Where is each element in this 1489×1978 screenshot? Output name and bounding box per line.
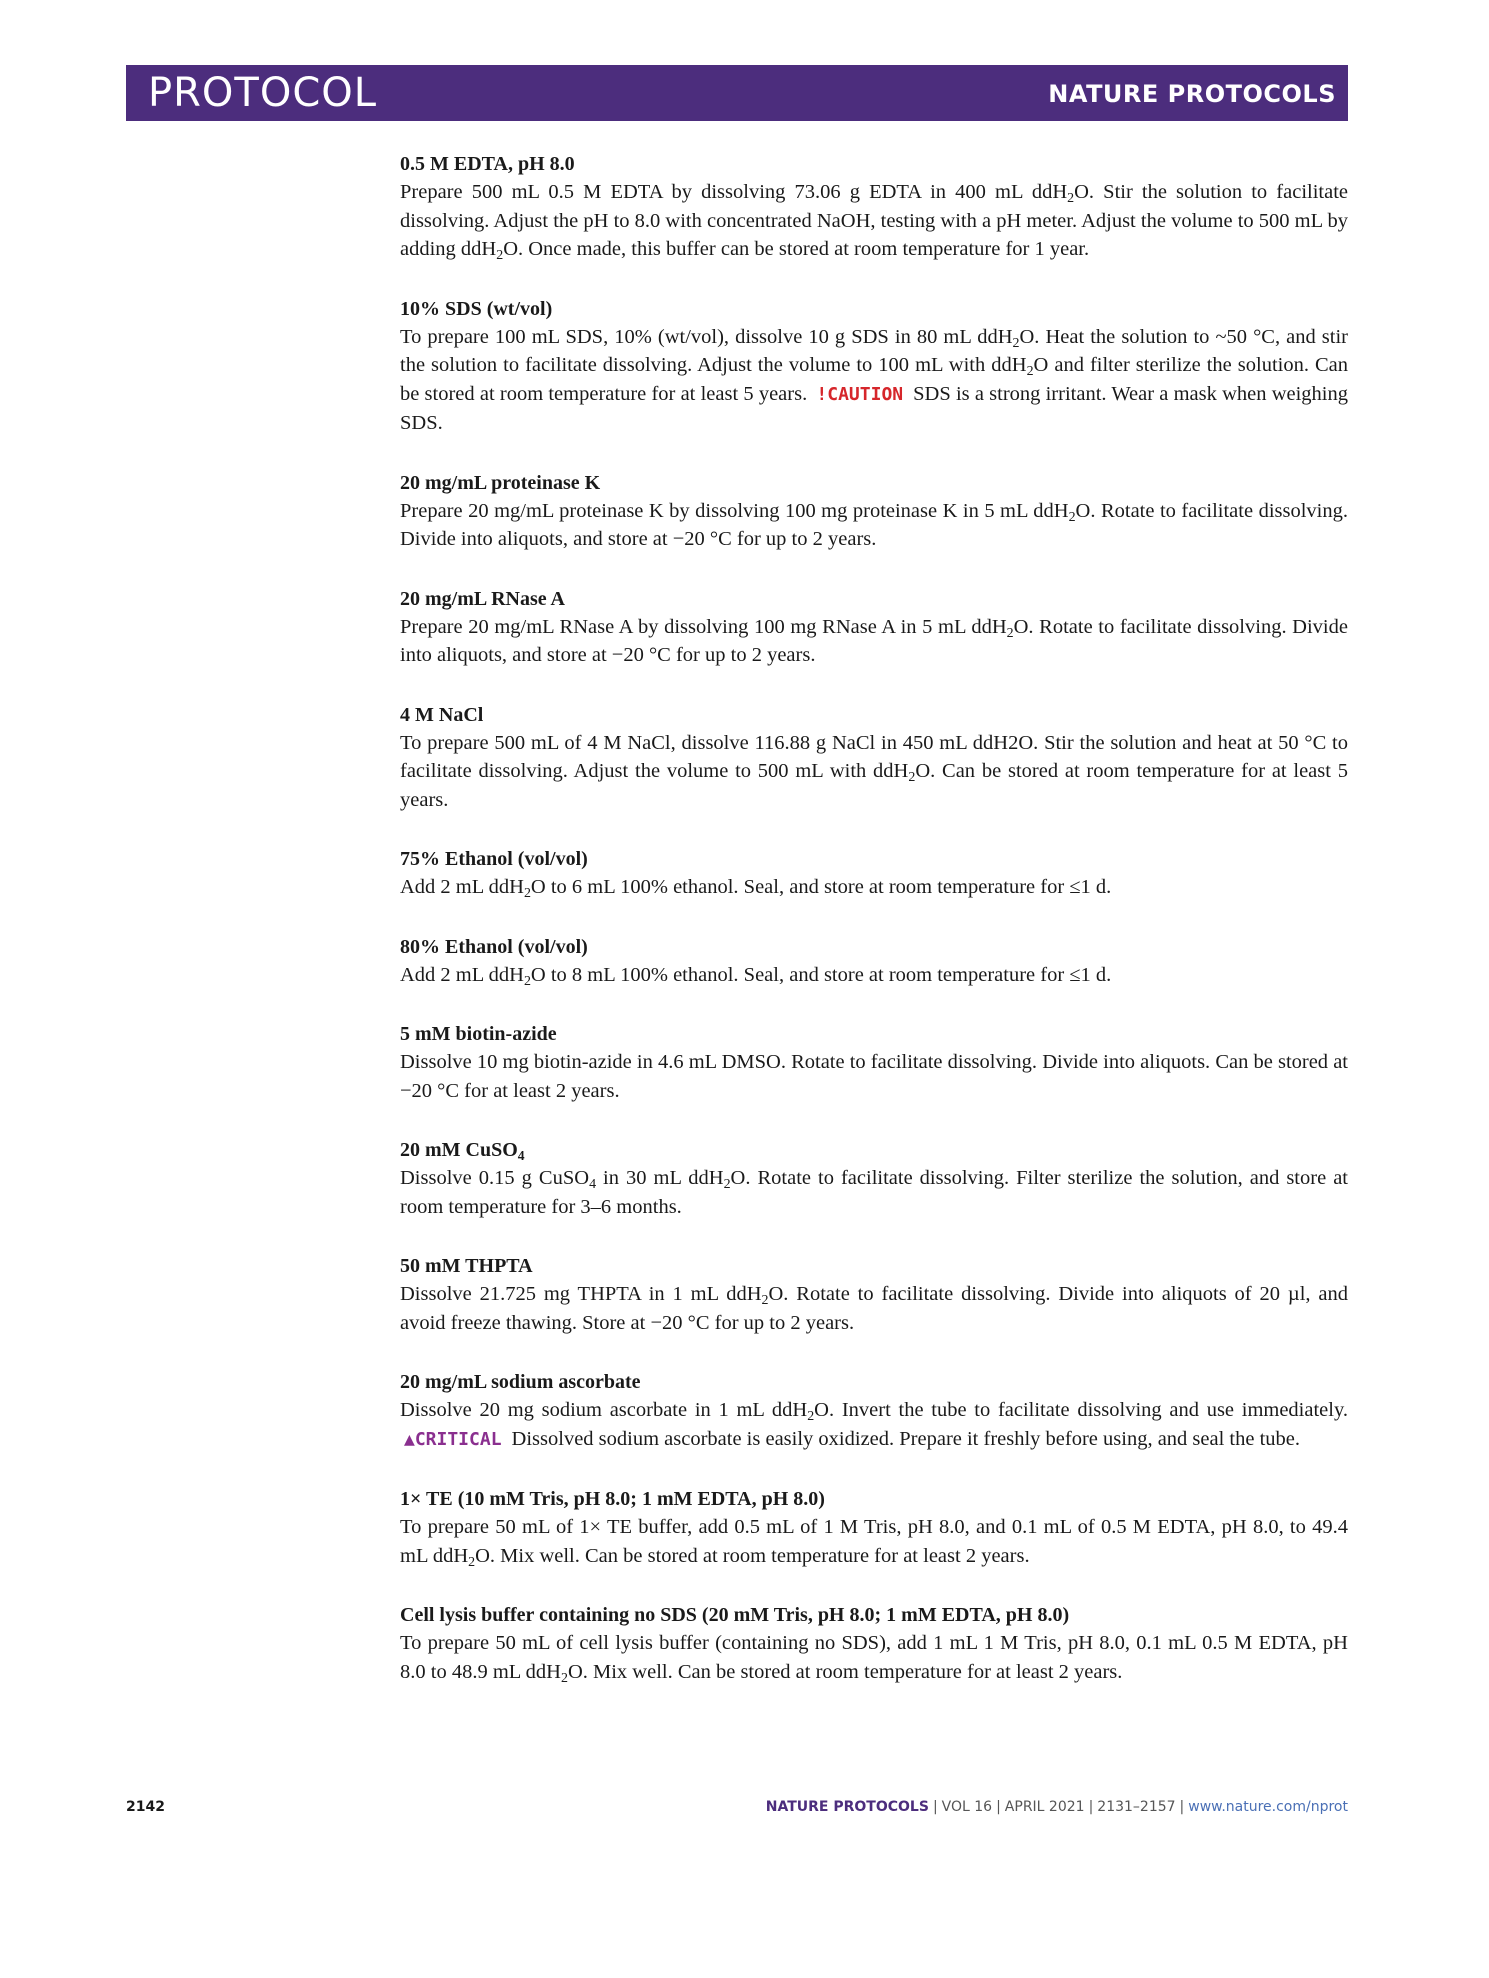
reagent-section-rnase-a: [400, 585, 1348, 670]
section-body: To prepare 50 mL of cell lysis buffer (containing no SDS), add 1 mL 1 M Tris, pH 8.0, 0.1 mL 0.5 M EDTA, pH 8.0 to 48.9 mL ddH$_2$O. Mix well. Can be stored at room temperature for at least 2 years.: [400, 1632, 1348, 1686]
section-body: Dissolve 21.725 mg THPTA in 1 mL ddH$_2$O. Rotate to facilitate dissolving. Divide into aliquots of 20 µl, and avoid freeze thawing. Store at −20 °C for up to 2 years.: [400, 1283, 1348, 1334]
section-title: Cell lysis buffer containing no SDS (20 mM Tris, pH 8.0; 1 mM EDTA, pH 8.0): [400, 1604, 1070, 1626]
reagent-section-ethanol-80: [400, 933, 1348, 990]
section-title: 50 mM THPTA: [400, 1255, 533, 1277]
section-body: Add 2 mL ddH$_2$O to 6 mL 100% ethanol. Seal, and store at room temperature for ≤1 d.: [400, 876, 1112, 901]
reagent-section-te-buffer: [400, 1485, 1348, 1570]
reagent-section-edta: [400, 150, 1348, 264]
section-body: Prepare 20 mg/mL proteinase K by dissolving 100 mg proteinase K in 5 mL ddH$_2$O. Rotate to facilitate dissolving. Divide into aliquots, and store at −20 °C for up to 2 years.: [400, 499, 1348, 550]
page-footer: [126, 1795, 1348, 1819]
section-body: To prepare 100 mL SDS, 10% (wt/vol), dissolve 10 g SDS in 80 mL ddH$_2$O. Heat the solution to ~50 °C, and stir the solution to facilitate dissolving. Adjust the volume to 100 mL with ddH$_2$O and filter sterilize the solution. Can be stored at room temperature for at least 5 years. !CAUTION SDS is a strong irritant. Wear a mask when weighing SDS.: [400, 325, 1349, 434]
reagent-section-nacl: [400, 701, 1348, 815]
footer-pages: 2131–2157: [1097, 1799, 1176, 1815]
reagent-section-thpta: [400, 1252, 1348, 1337]
section-title: 0.5 M EDTA, pH 8.0: [400, 153, 575, 175]
section-body: To prepare 50 mL of 1× TE buffer, add 0.5 mL of 1 M Tris, pH 8.0, and 0.1 mL of 0.5 M EDTA, pH 8.0, to 49.4 mL ddH$_2$O. Mix well. Can be stored at room temperature for at least 2 years.: [400, 1516, 1348, 1570]
reagent-section-proteinase-k: [400, 469, 1348, 554]
section-body: To prepare 500 mL of 4 M NaCl, dissolve 116.88 g NaCl in 450 mL ddH2O. Stir the solution and heat at 50 °C to facilitate dissolving. Adjust the volume to 500 mL with ddH$_2$O. Can be stored at room temperature for at least 5 years.: [400, 731, 1348, 811]
section-title: 20 mM CuSO$_4$: [400, 1139, 525, 1163]
section-body: Dissolve 20 mg sodium ascorbate in 1 mL ddH$_2$O. Invert the tube to facilitate dissolving and use immediately. ▲CRITICAL Dissolved sodium ascorbate is easily oxidized. Prepare it freshly before using, and seal the tube.: [400, 1399, 1349, 1450]
footer-journal: NATURE PROTOCOLS: [765, 1799, 929, 1815]
section-title: 20 mg/mL RNase A: [400, 587, 565, 610]
section-title: 20 mg/mL proteinase K: [400, 471, 601, 494]
reagent-section-ethanol-75: [400, 845, 1348, 902]
reagent-section-cuso4: [400, 1136, 1348, 1221]
section-title: 1× TE (10 mM Tris, pH 8.0; 1 mM EDTA, pH 8.0): [400, 1488, 825, 1510]
reagent-setup-content: [400, 150, 1348, 1717]
footer-url-link[interactable]: www.nature.com/nprot: [1188, 1799, 1348, 1815]
page-number: 2142: [126, 1799, 165, 1815]
section-title: 10% SDS (wt/vol): [400, 297, 553, 320]
footer-volume: VOL 16: [941, 1799, 993, 1815]
section-body: Prepare 20 mg/mL RNase A by dissolving 100 mg RNase A in 5 mL ddH$_2$O. Rotate to facilitate dissolving. Divide into aliquots, and store at −20 °C for up to 2 years.: [400, 615, 1348, 666]
reagent-section-cell-lysis-buffer: [400, 1601, 1348, 1686]
section-body: Prepare 500 mL 0.5 M EDTA by dissolving 73.06 g EDTA in 400 mL ddH$_2$O. Stir the solution to facilitate dissolving. Adjust the pH to 8.0 with concentrated NaOH, testing with a pH meter. Adjust the volume to 500 mL by adding ddH$_2$O. Once made, this buffer can be stored at room temperature for 1 year.: [400, 181, 1348, 263]
header-section-label: PROTOCOL: [148, 70, 378, 116]
critical-label: ▲CRITICAL: [404, 1428, 502, 1450]
section-title: 80% Ethanol (vol/vol): [400, 935, 588, 958]
header-journal-name: NATURE PROTOCOLS: [1048, 80, 1336, 108]
section-title: 5 mM biotin-azide: [400, 1023, 557, 1045]
reagent-section-sodium-ascorbate: [400, 1368, 1348, 1454]
reagent-section-sds: [400, 295, 1348, 438]
section-title: 4 M NaCl: [400, 703, 484, 726]
reagent-section-biotin-azide: [400, 1020, 1348, 1105]
section-title: 20 mg/mL sodium ascorbate: [400, 1371, 641, 1393]
section-body: Add 2 mL ddH$_2$O to 8 mL 100% ethanol. Seal, and store at room temperature for ≤1 d.: [400, 963, 1112, 989]
header-bar: [126, 65, 1348, 121]
section-title: 75% Ethanol (vol/vol): [400, 848, 588, 870]
caution-label: !CAUTION: [816, 383, 904, 405]
citation: NATURE PROTOCOLS | VOL 16 | APRIL 2021 | 2131–2157 | www.nature.com/nprot: [765, 1799, 1348, 1815]
section-body: Dissolve 0.15 g CuSO$_4$ in 30 mL ddH$_2$O. Rotate to facilitate dissolving. Filter sterilize the solution, and store at room temperature for 3–6 months.: [400, 1167, 1348, 1218]
footer-date: APRIL 2021: [1004, 1799, 1085, 1815]
section-body: Dissolve 10 mg biotin-azide in 4.6 mL DMSO. Rotate to facilitate dissolving. Divide into aliquots. Can be stored at −20 °C for at least 2 years.: [400, 1051, 1348, 1102]
